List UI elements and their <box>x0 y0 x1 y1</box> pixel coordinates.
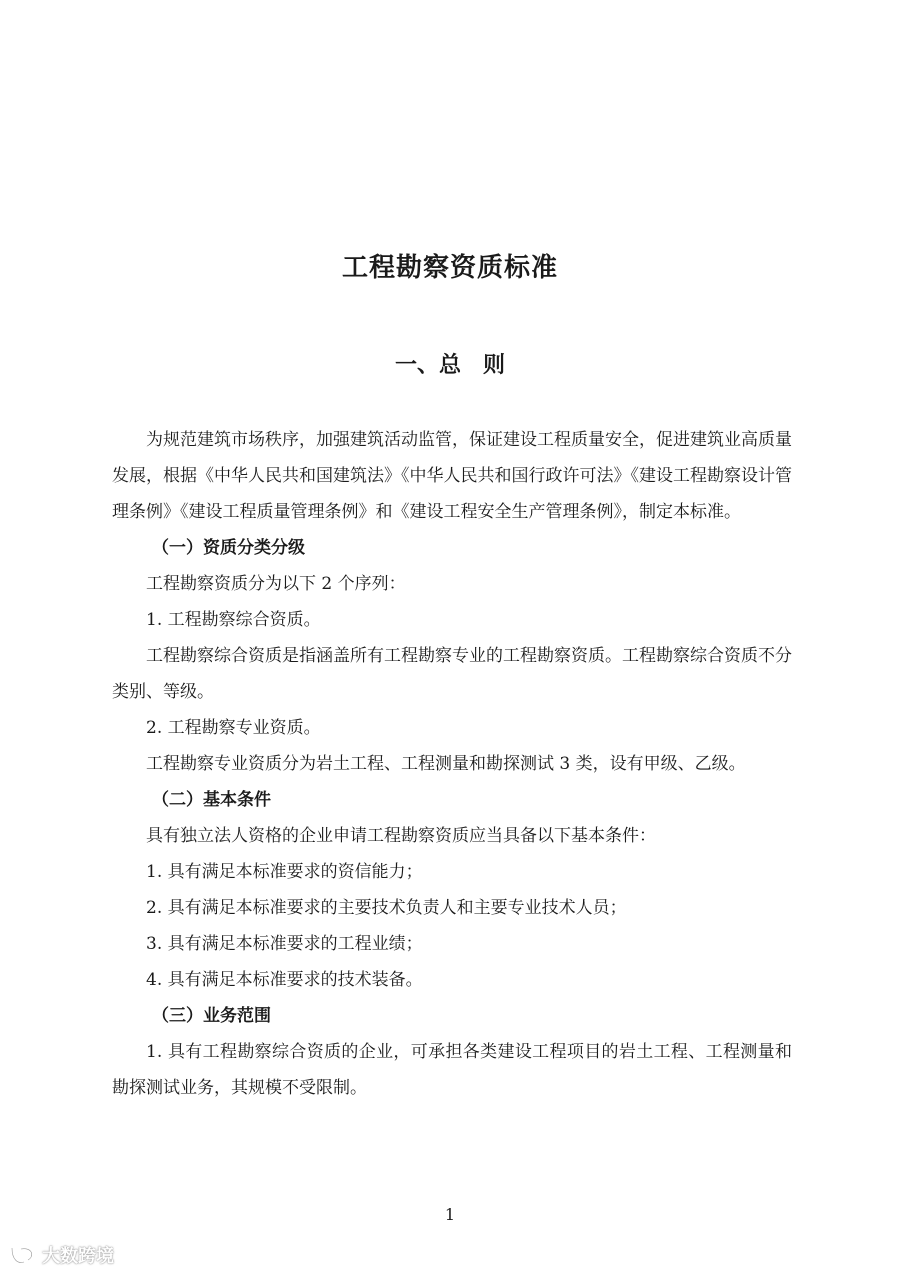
paragraph: 具有独立法人资格的企业申请工程勘察资质应当具备以下基本条件： <box>146 826 656 846</box>
list-item: 2. 工程勘察专业资质。 <box>146 718 321 738</box>
paragraph: 工程勘察资质分为以下 2 个序列： <box>146 574 406 594</box>
list-item: 3. 具有满足本标准要求的工程业绩； <box>146 934 423 954</box>
list-item: 1. 工程勘察综合资质。 <box>146 610 321 630</box>
document-body <box>112 422 792 1106</box>
list-item: 2. 具有满足本标准要求的主要技术负责人和主要专业技术人员； <box>146 898 627 918</box>
intro-paragraph: 为规范建筑市场秩序，加强建筑活动监管，保证建设工程质量安全，促进建筑业高质量发展，根据《中华人民共和国建筑法》《中华人民共和国行政许可法》《建设工程勘察设计管理条例》《建设工程质量管理条例》和《建设工程安全生产管理条例》，制定本标准。 <box>112 430 792 522</box>
subsection-heading-classification: （一）资质分类分级 <box>152 538 305 558</box>
watermark-text: 大数跨境 <box>42 1246 114 1267</box>
paragraph: 工程勘察专业资质分为岩土工程、工程测量和勘探测试 3 类，设有甲级、乙级。 <box>146 754 746 774</box>
watermark <box>8 1242 114 1268</box>
subsection-heading-conditions: （二）基本条件 <box>152 790 271 810</box>
list-item: 1. 具有满足本标准要求的资信能力； <box>146 862 423 882</box>
brand-logo-icon <box>8 1244 38 1266</box>
list-item: 1. 具有工程勘察综合资质的企业，可承担各类建设工程项目的岩土工程、工程测量和勘探测试业务，其规模不受限制。 <box>112 1042 792 1098</box>
section-title: 一、总 则 <box>394 353 505 378</box>
document-title: 工程勘察资质标准 <box>341 253 558 283</box>
list-item: 4. 具有满足本标准要求的技术装备。 <box>146 970 423 990</box>
page-number: 1 <box>444 1205 456 1224</box>
paragraph: 工程勘察综合资质是指涵盖所有工程勘察专业的工程勘察资质。工程勘察综合资质不分类别、等级。 <box>112 646 792 702</box>
subsection-heading-scope: （三）业务范围 <box>152 1006 271 1026</box>
